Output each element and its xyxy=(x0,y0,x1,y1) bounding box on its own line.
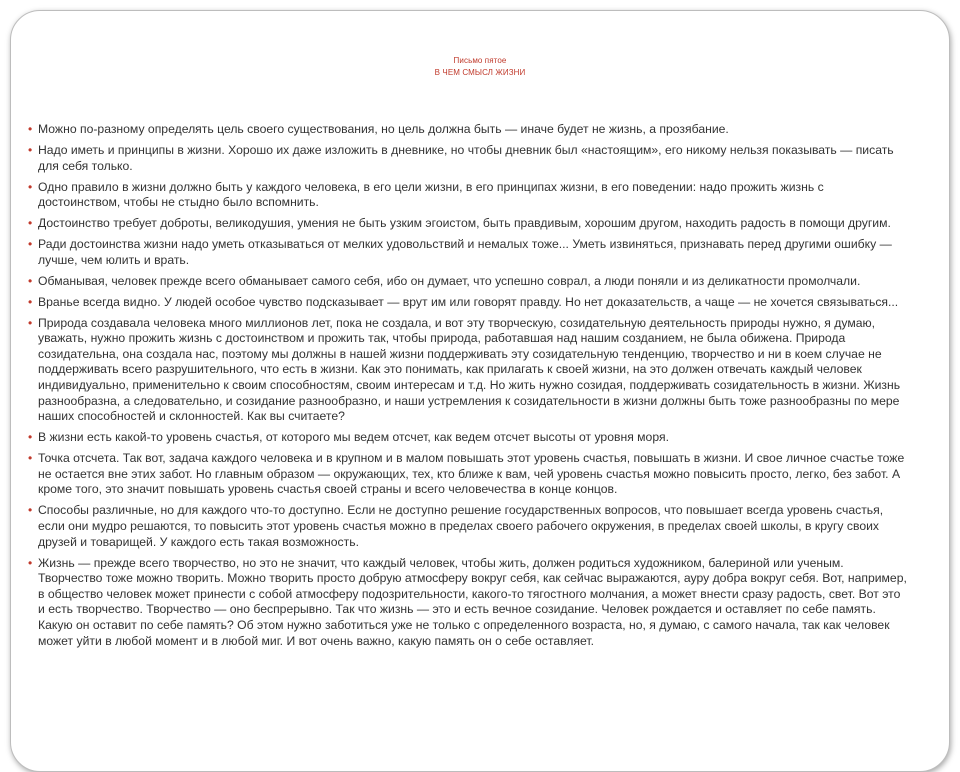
list-item xyxy=(28,316,908,425)
list-item-text: Точка отсчета. Так вот, задача каждого человека и в крупном и в малом повышать этот уровень счастья, повышать в жизни. И свое личное счастье тоже не остается вне этих забот. Но главным образом — окружающих, тех, кто ближе к вам, чей уровень счастья можно повысить просто, легко, без забот. А кроме того, это значит повышать уровень счастья своей страны и всего человечества в конце концов. xyxy=(38,451,905,497)
bullet-icon: • xyxy=(28,430,33,445)
bullet-icon: • xyxy=(28,216,33,231)
list-item-text: Можно по-разному определять цель своего существования, но цель должна быть — иначе будет не жизнь, а прозябание. xyxy=(38,122,729,136)
list-item xyxy=(28,122,908,138)
list-item-text: В жизни есть какой-то уровень счастья, от которого мы ведем отсчет, как ведем отсчет высоты от уровня моря. xyxy=(38,430,669,445)
bullet-icon: • xyxy=(28,237,33,252)
title-line-heading: В ЧЕМ СМЫСЛ ЖИЗНИ xyxy=(434,68,526,77)
list-item-text: Ради достоинства жизни надо уметь отказываться от мелких удовольствий и немалых тоже... Уметь извиняться, признавать перед другими ошибку — лучше, чем юлить и врать. xyxy=(38,237,892,267)
list-item xyxy=(28,295,908,311)
list-item xyxy=(28,143,908,174)
bullet-icon: • xyxy=(28,122,33,136)
bullet-icon: • xyxy=(28,555,33,570)
list-item-text: Природа создавала человека много миллионов лет, пока не создала, и вот эту творческую, созидательную деятельность природы нужно, я думаю, уважать, нужно прожить жизнь с достоинством и прожить так, чтобы природа, работавшая над нашим созданием, не была обижена. Природа созидательна, она создала нас, поэтому мы должны в нашей жизни поддерживать эту созидательную тенденцию, творчество и ни в коем случае не поддерживать всего разрушительного, что есть в жизни. Как это понимать, как прилагать к своей жизни, на это должен отвечать каждый человек индивидуально, применительно к своим способностям, своим интересам и т.д. Но жить нужно созидая, поддерживать созидательность в жизни. Жизнь разнообразна, а следовательно, и созидание разнообразно, и наши устремления к созидательности в жизни должны быть тоже разнообразны по мере наших способностей и склонностей. Как вы считаете? xyxy=(38,315,901,424)
bullet-icon: • xyxy=(28,451,33,466)
title-line-letter: Письмо пятое xyxy=(453,56,507,65)
slide-body xyxy=(28,122,908,655)
list-item xyxy=(28,451,908,498)
list-item xyxy=(28,216,908,232)
list-item xyxy=(28,180,908,211)
list-item xyxy=(28,556,908,650)
list-item xyxy=(28,274,908,290)
slide-title xyxy=(0,55,960,79)
list-item-text: Способы различные, но для каждого что-то доступно. Если не доступно решение государственных вопросов, что повышает всегда уровень счастья, если они мудро решаются, то повысить этот уровень счастья можно в пределах своего рабочего окружения, в пределах своей школы, в кругу своих друзей и товарищей. У каждого есть такая возможность. xyxy=(38,503,884,549)
list-item xyxy=(28,430,908,446)
list-item-text: Вранье всегда видно. У людей особое чувство подсказывает — врут им или говорят правду. Но нет доказательств, а чаще — не хочется связываться... xyxy=(38,294,899,309)
list-item xyxy=(28,237,908,268)
list-item-text: Жизнь — прежде всего творчество, но это не значит, что каждый человек, чтобы жить, должен родиться художником, балериной или ученым. Творчество тоже можно творить. Можно творить просто добрую атмосферу вокруг себя, как сейчас выражаются, ауру добра вокруг себя. Вот, например, в общество человек может принести с собой атмосферу подозрительности, какого-то тягостного молчания, а может внести сразу радость, свет. Вот это и есть творчество. Творчество — оно беспрерывно. Так что жизнь — это и есть вечное созидание. Человек рождается и оставляет по себе память. Какую он оставит по себе память? Об этом нужно заботиться уже не только с определенного возраста, но, я думаю, с самого начала, так как человек может уйти в любой момент и в любой миг. И вот очень важно, какую память он о себе оставляет. xyxy=(38,555,907,648)
list-item xyxy=(28,503,908,550)
list-item-text: Надо иметь и принципы в жизни. Хорошо их даже изложить в дневнике, но чтобы дневник был «настоящим», его никому нельзя показывать — писать для себя только. xyxy=(38,142,894,173)
bullet-icon: • xyxy=(28,179,33,194)
list-item-text: Обманывая, человек прежде всего обманывает самого себя, ибо он думает, что успешно соврал, а люди поняли и из деликатности промолчали. xyxy=(38,273,861,288)
list-item-text: Одно правило в жизни должно быть у каждого человека, в его цели жизни, в его принципах жизни, в его поведении: надо прожить жизнь с достоинством, чтобы не стыдно было вспомнить. xyxy=(38,179,824,210)
bullet-icon: • xyxy=(28,503,33,518)
bullet-icon: • xyxy=(28,294,33,309)
list-item-text: Достоинство требует доброты, великодушия, умения не быть узким эгоистом, быть правдивым, хорошим другом, находить радость в помощи другим. xyxy=(38,216,891,231)
bullet-icon: • xyxy=(28,142,33,157)
bullet-icon: • xyxy=(28,273,33,288)
bullet-icon: • xyxy=(28,315,33,330)
bullet-list xyxy=(28,122,908,649)
